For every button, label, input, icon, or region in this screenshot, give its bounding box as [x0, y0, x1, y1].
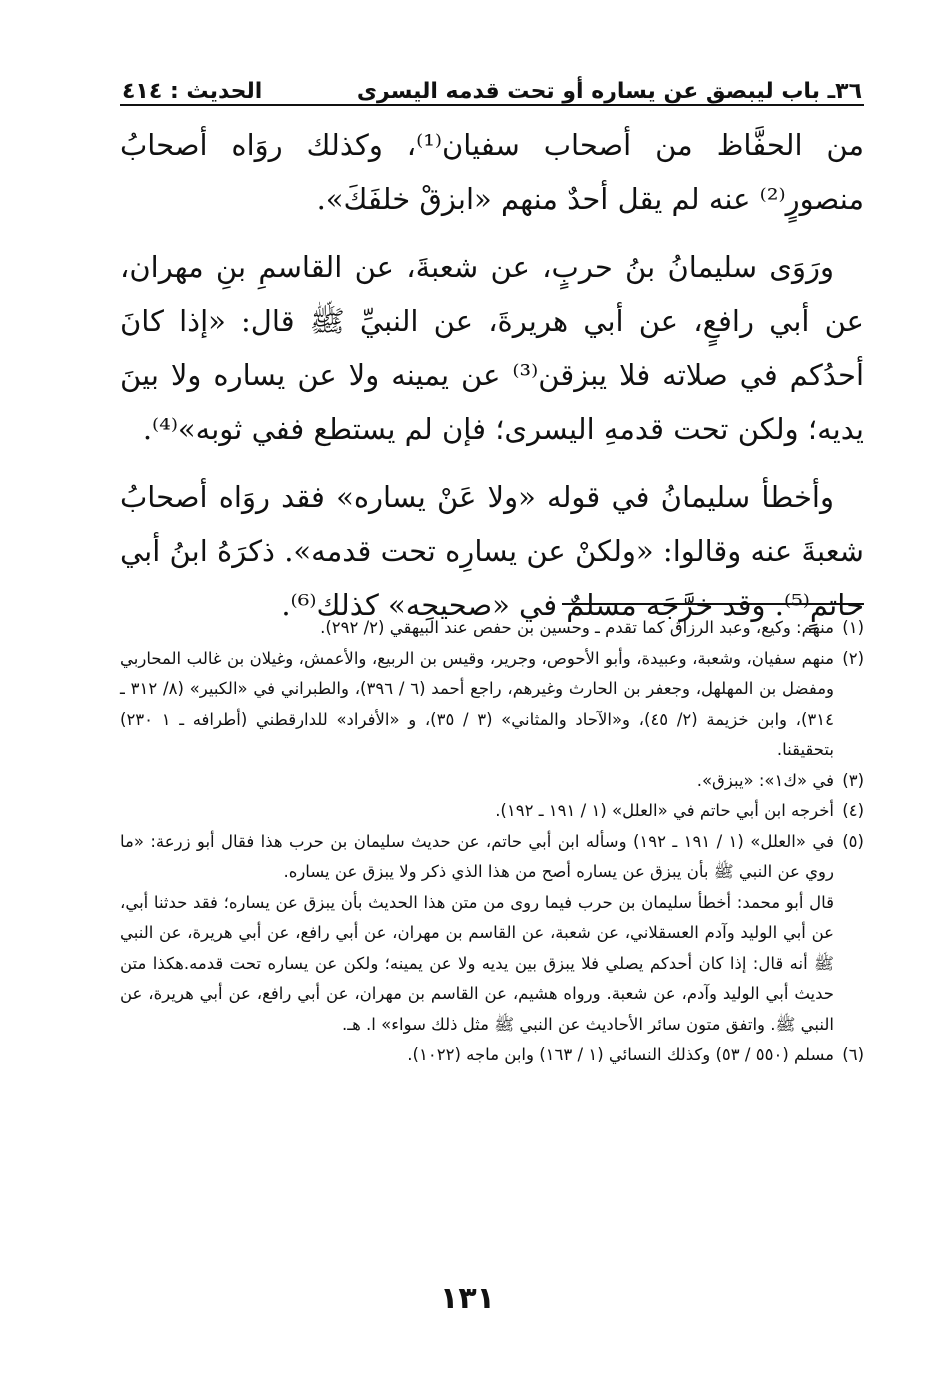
footnote-text: أخرجه ابن أبي حاتم في «العلل» (١ / ١٩١ ـ ١٩٢). [495, 801, 834, 820]
hadith-number: الحديث : ٤١٤ [122, 79, 263, 104]
footnote-4 [120, 796, 864, 827]
footnote-number: (٣) [842, 770, 864, 790]
footnote-6 [120, 1040, 864, 1071]
main-paragraph-2: ورَوَى سليمانُ بنُ حربٍ، عن شعبةَ، عن القاسمِ بنِ مهران، عن أبي رافعٍ، عن أبي هريرةَ، عن النبيِّ ﷺ قال: «إذا كانَ أحدُكم في صلاته فلا يبزقن⁽³⁾ عن يمينه ولا عن يساره ولا بينَ يديه؛ ولكن تحت قدمهِ اليسرى؛ فإن لم يستطع ففي ثوبه»⁽⁴⁾. [120, 250, 864, 446]
header-divider [120, 104, 864, 106]
chapter-title: ٣٦ـ باب ليبصق عن يساره أو تحت قدمه اليسرى [356, 79, 862, 104]
main-paragraph-1: من الحفَّاظ من أصحاب سفيان⁽¹⁾، وكذلك روَاه أصحابُ منصورٍ⁽²⁾ عنه لم يقل أحدٌ منهم «ابزقْ خلفَكَ». [120, 128, 864, 216]
footnote-2 [120, 644, 864, 766]
page-number: ١٣١ [440, 1281, 495, 1316]
footnote-5 [120, 827, 864, 888]
footnote-text: مسلم (٥٥٠ / ٥٣) وكذلك النسائي (١ / ١٦٣) وابن ماجه (١٠٢٢). [407, 1045, 834, 1064]
footnote-number: (٥) [842, 831, 864, 851]
footnote-1 [120, 613, 864, 644]
footnote-divider [562, 603, 864, 605]
footnote-number: (٤) [842, 801, 864, 820]
running-header [122, 64, 862, 104]
footnote-number: (٦) [842, 1045, 864, 1064]
footnote-text: في «ك١»: «يبزق». [696, 770, 834, 790]
footnotes [120, 613, 864, 1071]
footnote-text: منهم سفيان، وشعبة، وعبيدة، وأبو الأحوص، وجرير، وقيس بن الربيع، والأعمش، وغيلان بن غالب المحاربي ومفضل بن المهلهل، وجعفر بن الحارث وغيرهم، راجع أحمد (٦ / ٣٩٦)، والطبراني في «الكبير» (٨/ ٣١٢ ـ ٣١٤)، وابن خزيمة (٢/ ٤٥)، و«الآحاد والمثاني» (٣ / ٣٥)، و «الأفراد» للدارقطني (أطرافه ـ ١ ٢٣٠) بتحقيقنا. [120, 648, 835, 759]
main-text [120, 118, 864, 646]
footnote-text: في «العلل» (١ / ١٩١ ـ ١٩٢) وسأله ابن أبي حاتم، عن حديث سليمان بن حرب هذا فقال أبو زرعة: «ما روي عن النبي ﷺ بأن يبزق عن يساره أصح من هذا الذي ذكر ولا يبزق عن يساره. [120, 831, 834, 881]
footnote-3 [120, 766, 864, 797]
footnote-number: (١) [842, 618, 864, 637]
footnote-number: (٢) [842, 648, 864, 668]
main-paragraph-3: وأخطأ سليمانُ في قوله «ولا عَنْ يساره» فقد روَاه أصحابُ شعبةَ عنه وقالوا: «ولكنْ عن يسارِه تحت قدمه». ذكرَهُ ابنُ أبي حاتمٍ⁽⁵⁾. وقد خرَّجَه مسلمٌ في «صحيحِه» كذلك⁽⁶⁾. [120, 480, 864, 622]
footnote-text: منهم: وكيع، وعبد الرزاق كما تقدم ـ وحسين بن حفص عند البيهقي (٢/ ٢٩٢). [320, 618, 834, 637]
footnote-5-continuation: قال أبو محمد: أخطأ سليمان بن حرب فيما روى من متن هذا الحديث بأن يبزق عن يساره؛ فقد حدثنا أبي، عن أبي الوليد وآدم العسقلاني، عن شعبة، عن القاسم بن مهران، عن أبي رافع، عن أبي هريرة، عن النبي ﷺ أنه قال: إذا كان أحدكم يصلي فلا يبزق بين يديه ولا عن يمينه؛ ولكن عن يساره تحت قدمه.هكذا متن حديث أبي الوليد وآدم، عن شعبة. ورواه هشيم، عن القاسم بن مهران، عن أبي رافع، عن أبي هريرة، عن النبي ﷺ. واتفق متون سائر الأحاديث عن النبي ﷺ مثل ذلك سواء» ا. هـ. [120, 892, 834, 1034]
